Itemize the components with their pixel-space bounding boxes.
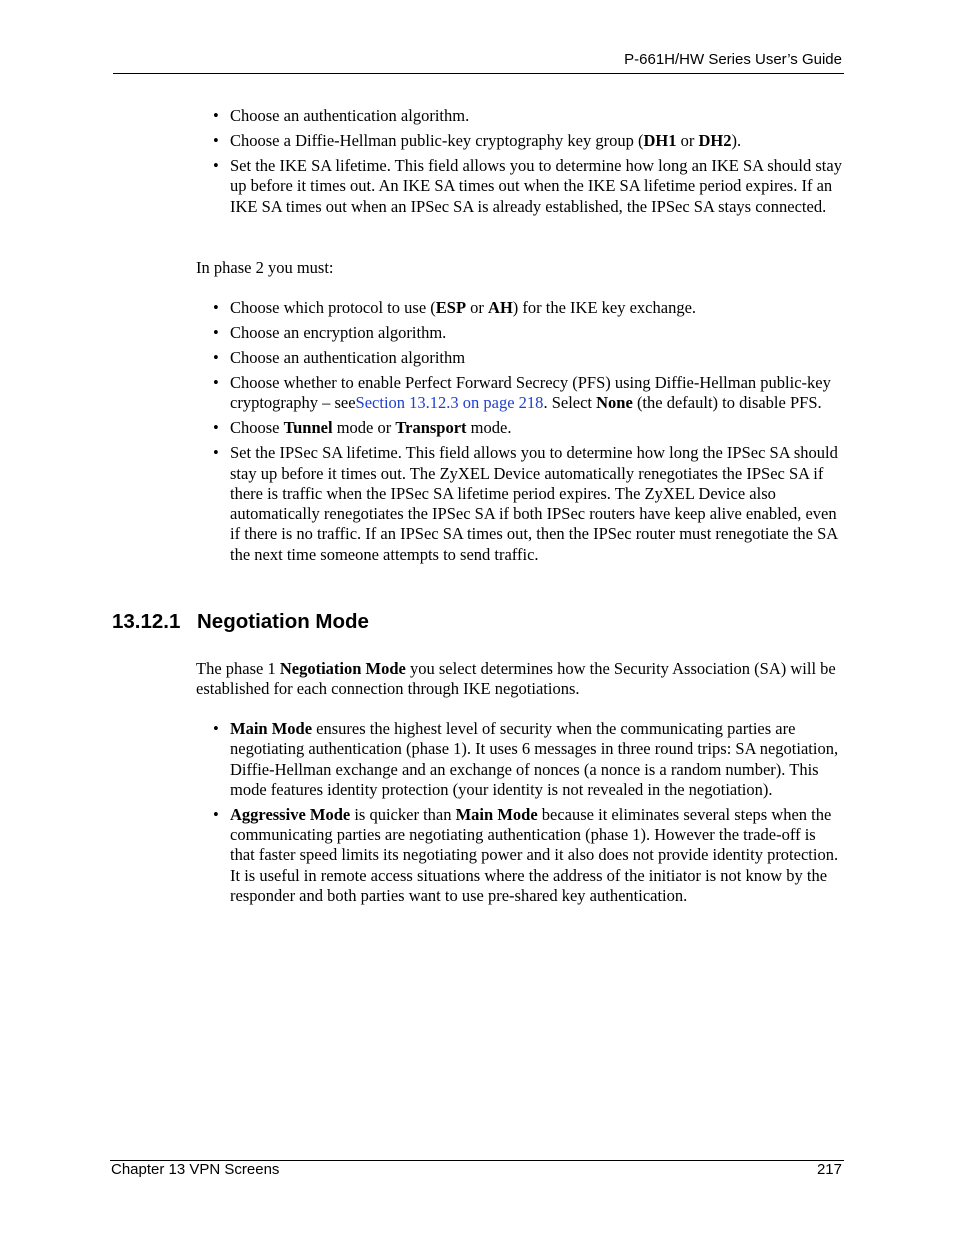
list-item: • Choose an authentication algorithm. — [213, 106, 843, 126]
list-item: • Set the IKE SA lifetime. This field allows you to determine how long an IKE SA should stay up before it times out. An IKE SA times out when the IKE SA lifetime period expires. If an IKE SA times out when an IPSec SA is already established, the IPSec SA stays connected. — [213, 156, 843, 217]
list-item-main-mode: • Main Mode ensures the highest level of security when the communicating parties are negotiating authentication (phase 1). It uses 6 messages in three round trips: SA negotiation, Diffie-Hellman exchange and an exchange of nonces (a nonce is a random number). This mode features identity protection (your identity is not revealed in the negotiation). — [213, 719, 843, 800]
list-item: • Choose an encryption algorithm. — [213, 323, 843, 343]
phase1-requirements-list — [213, 106, 843, 222]
list-item: • Choose a Diffie-Hellman public-key cryptography key group (DH1 or DH2). — [213, 131, 843, 151]
list-item: • Choose Tunnel mode or Transport mode. — [213, 418, 843, 438]
negotiation-modes-list — [213, 719, 843, 911]
list-item: • Choose whether to enable Perfect Forward Secrecy (PFS) using Diffie-Hellman public-key cryptography – seeSection 13.12.3 on page 218. Select None (the default) to disable PFS. — [213, 373, 843, 414]
negotiation-mode-intro: The phase 1 Negotiation Mode you select determines how the Security Association (SA) will be established for each connection through IKE negotiations. — [196, 659, 836, 699]
footer-page-number: 217 — [816, 1161, 842, 1178]
section-title: Negotiation Mode — [197, 610, 369, 633]
list-item: • Set the IPSec SA lifetime. This field allows you to determine how long the IPSec SA should stay up before it times out. The ZyXEL Device automatically renegotiates the IPSec SA if there is traffic when the IPSec SA lifetime period expires. The ZyXEL Device also automatically renegotiates the IPSec SA if both IPSec routers have keep alive enabled, even if there is no traffic. If an IPSec SA times out, then the IPSec router must renegotiate the SA the next time someone attempts to send traffic. — [213, 443, 843, 565]
header-rule — [113, 73, 844, 74]
list-item-aggressive-mode: • Aggressive Mode is quicker than Main Mode because it eliminates several steps when the communicating parties are negotiating authentication (phase 1). However the trade-off is that faster speed limits its negotiating power and it also does not provide identity protection. It is useful in remote access situations where the address of the initiator is not know by the responder and both parties want to use pre-shared key authentication. — [213, 805, 843, 906]
list-item: • Choose an authentication algorithm — [213, 348, 843, 368]
section-heading — [112, 610, 369, 634]
section-number: 13.12.1 — [112, 610, 181, 633]
section-cross-reference-link[interactable]: Section 13.12.3 on page 218 — [355, 393, 544, 413]
phase2-intro: In phase 2 you must: — [196, 258, 334, 277]
footer-chapter: Chapter 13 VPN Screens — [111, 1161, 280, 1178]
phase2-requirements-list — [213, 298, 843, 570]
running-header-title: P-661H/HW Series User’s Guide — [624, 51, 842, 68]
list-item: • Choose which protocol to use (ESP or AH) for the IKE key exchange. — [213, 298, 843, 318]
